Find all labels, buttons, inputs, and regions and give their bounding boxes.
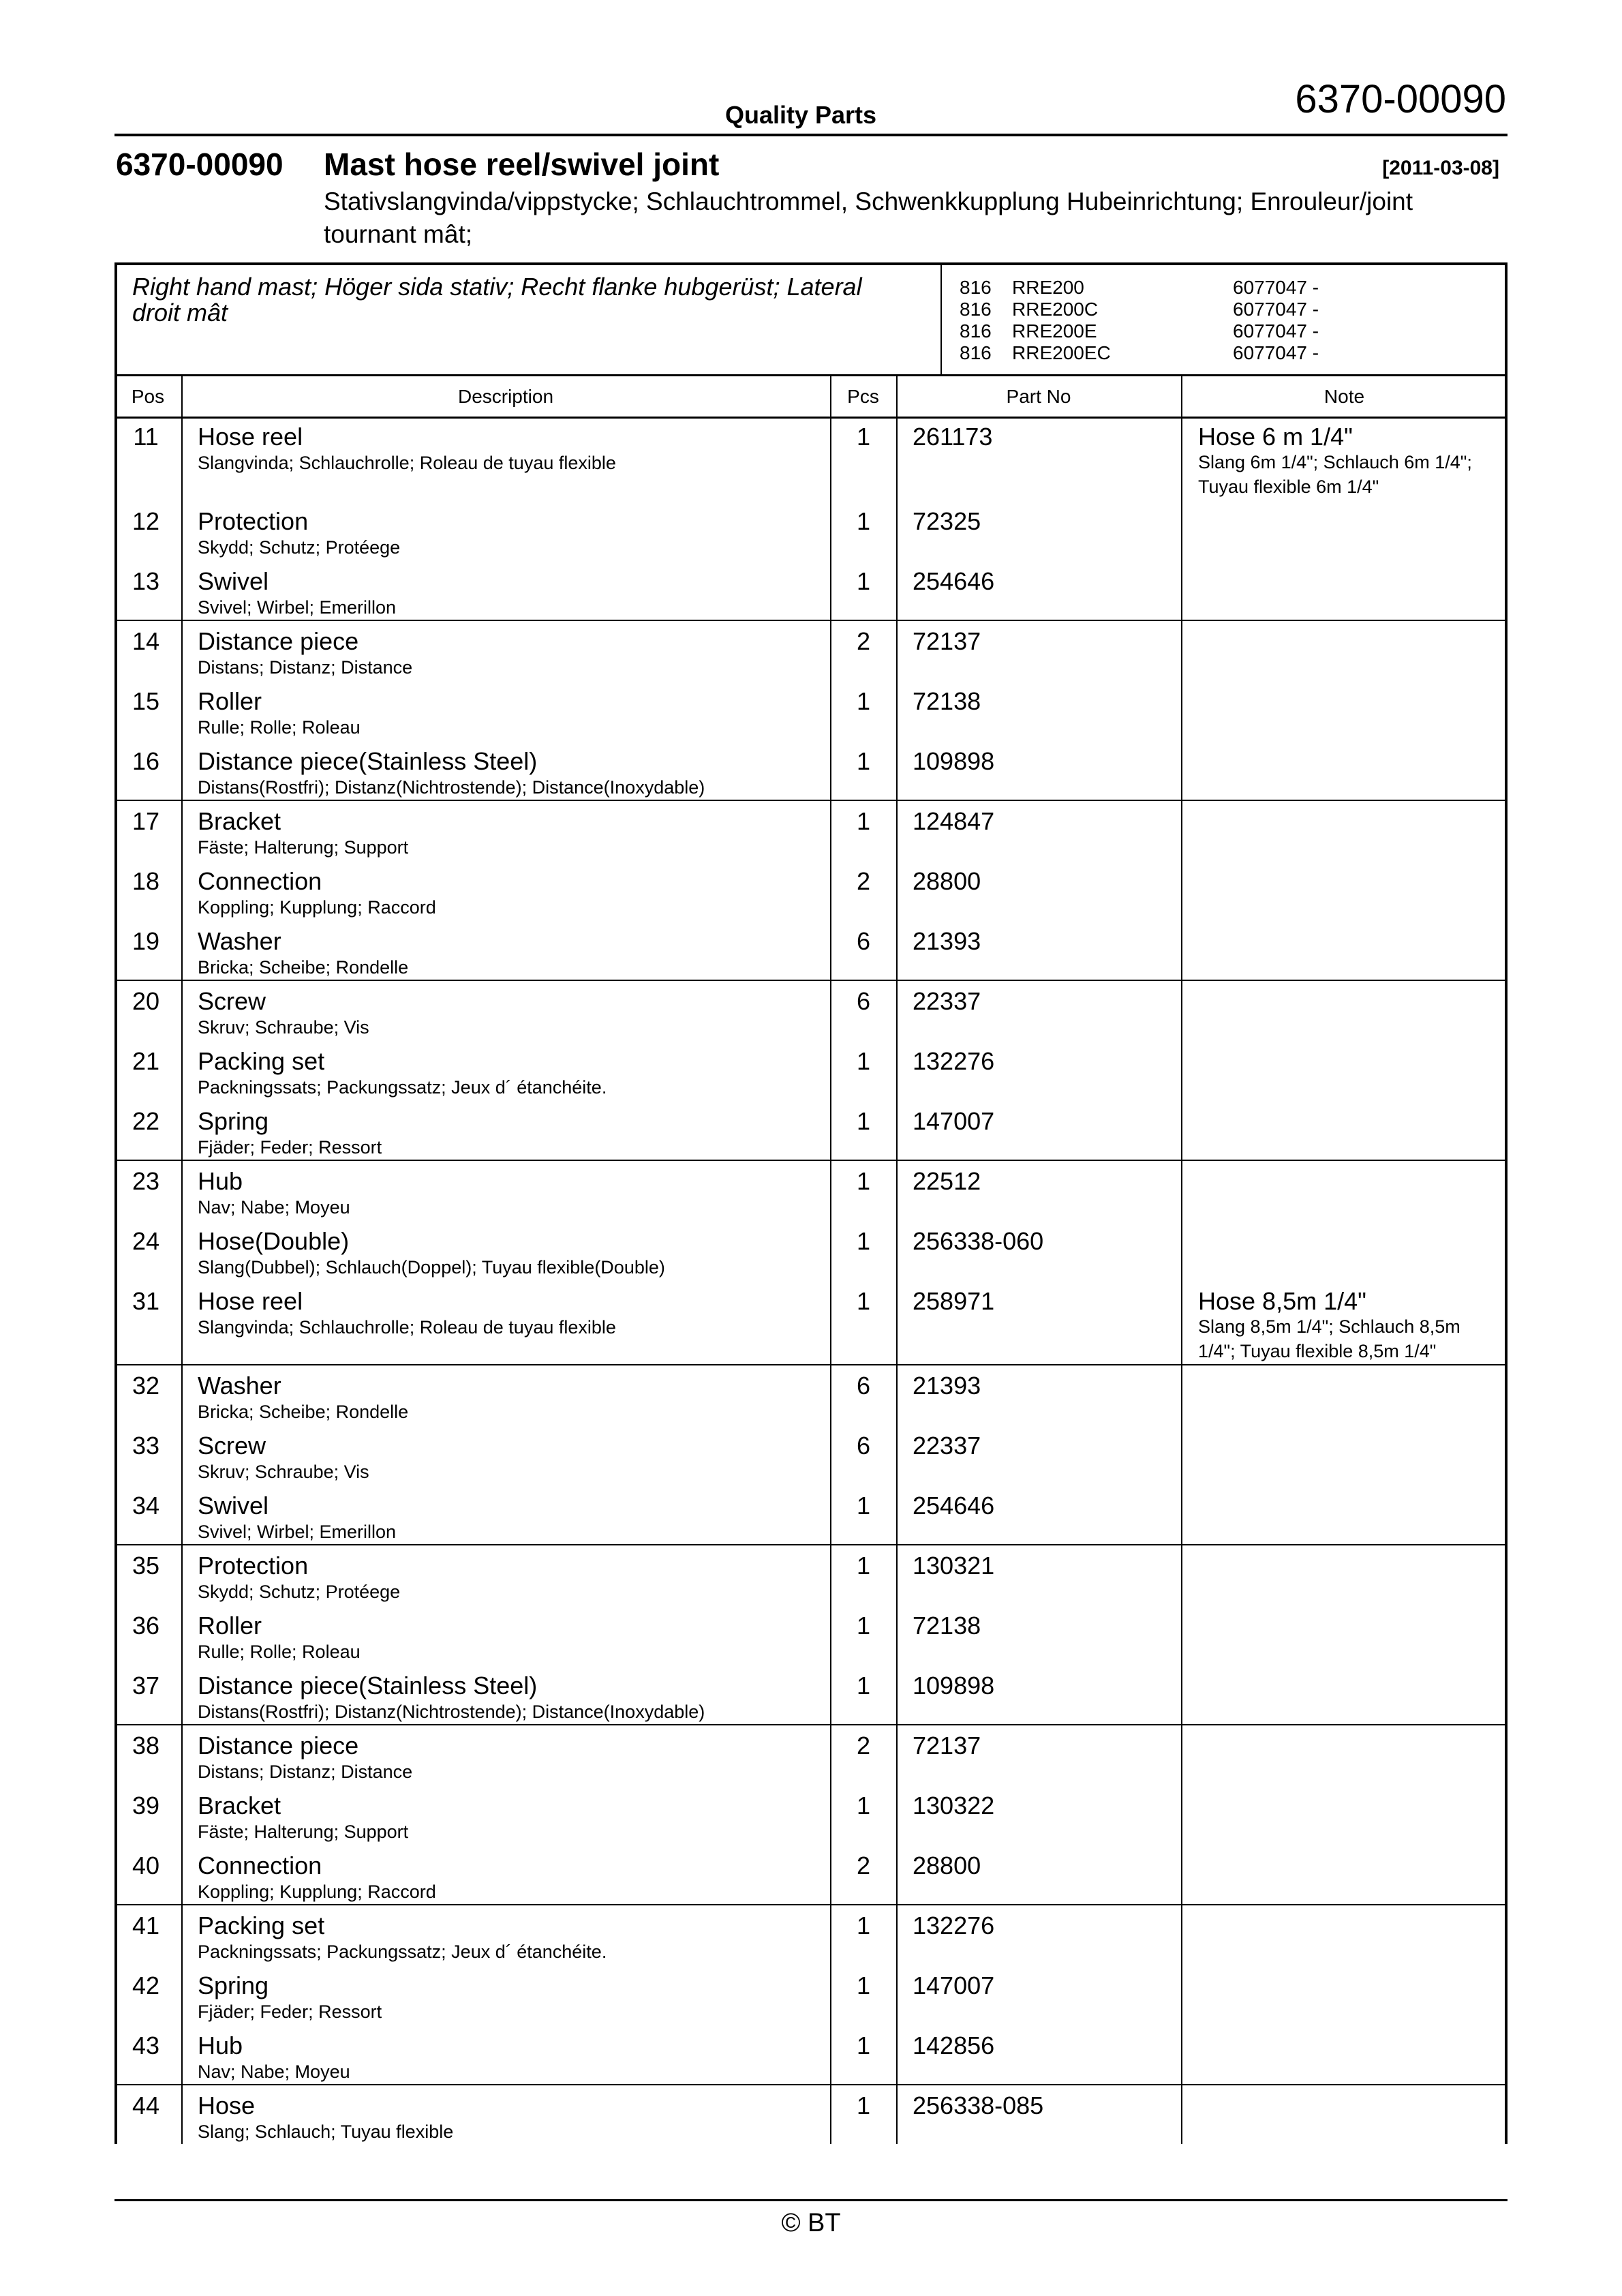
column-header-bottom-rule bbox=[114, 417, 1508, 419]
row-part-no: 72325 bbox=[913, 507, 981, 535]
row-part-no: 130322 bbox=[913, 1792, 995, 1819]
variant-model-row bbox=[960, 299, 1369, 320]
row-description-translation: Distans(Rostfri); Distanz(Nichtrostende); Distance(Inoxydable) bbox=[198, 777, 705, 798]
row-description-translation: Skydd; Schutz; Protéege bbox=[198, 1582, 401, 1602]
variant-model: RRE200C bbox=[1012, 299, 1099, 320]
row-pos: 38 bbox=[132, 1732, 160, 1759]
row-pcs: 1 bbox=[856, 747, 871, 775]
row-pcs: 1 bbox=[856, 687, 871, 715]
row-pos: 12 bbox=[132, 507, 160, 535]
row-pos: 17 bbox=[132, 807, 160, 835]
row-description: Hose reel bbox=[198, 1287, 303, 1315]
row-description: Spring bbox=[198, 1107, 269, 1135]
row-description-translation: Svivel; Wirbel; Emerillon bbox=[198, 597, 397, 618]
variant-serial: 6077047 - bbox=[1233, 277, 1319, 298]
row-pcs: 1 bbox=[856, 1672, 871, 1700]
row-part-no: 256338-060 bbox=[913, 1227, 1044, 1255]
column-header-note: Note bbox=[1323, 386, 1365, 407]
row-pcs: 2 bbox=[856, 867, 871, 895]
row-pos: 40 bbox=[132, 1852, 160, 1879]
row-pos: 20 bbox=[132, 987, 160, 1015]
row-part-no: 261173 bbox=[913, 423, 993, 451]
row-part-no: 256338-085 bbox=[913, 2091, 1044, 2119]
row-part-no: 22337 bbox=[913, 987, 981, 1015]
doc-code: 6370-00090 bbox=[116, 147, 284, 182]
row-description: Washer bbox=[198, 927, 281, 955]
row-description-translation: Fäste; Halterung; Support bbox=[198, 1822, 409, 1842]
row-part-no: 21393 bbox=[913, 927, 981, 955]
header-doc-number: 6370-00090 bbox=[1295, 77, 1506, 121]
row-part-no: 132276 bbox=[913, 1047, 995, 1075]
group-divider bbox=[114, 1904, 1508, 1905]
row-description: Hose(Double) bbox=[198, 1227, 350, 1255]
row-pcs: 2 bbox=[856, 1852, 871, 1879]
row-description: Roller bbox=[198, 1612, 262, 1640]
variant-serial: 6077047 - bbox=[1233, 342, 1319, 363]
row-description-translation: Skruv; Schraube; Vis bbox=[198, 1017, 369, 1038]
row-pos: 18 bbox=[132, 867, 160, 895]
variant-model-table bbox=[960, 277, 1369, 364]
row-part-no: 254646 bbox=[913, 1492, 995, 1520]
row-description: Hose reel bbox=[198, 423, 303, 451]
header-rule bbox=[114, 134, 1508, 136]
row-note: Hose 6 m 1/4" bbox=[1198, 423, 1353, 451]
variant-model-row bbox=[960, 277, 1369, 299]
column-header-pcs: Pcs bbox=[847, 386, 879, 407]
row-pos: 16 bbox=[132, 747, 160, 775]
column-header-pos: Pos bbox=[131, 386, 165, 407]
row-pos: 31 bbox=[132, 1287, 160, 1315]
variant-model-row bbox=[960, 320, 1369, 342]
row-part-no: 258971 bbox=[913, 1287, 995, 1315]
row-pos: 15 bbox=[132, 687, 160, 715]
row-description-translation: Slang(Dubbel); Schlauch(Doppel); Tuyau flexible(Double) bbox=[198, 1257, 665, 1278]
row-pos: 43 bbox=[132, 2031, 160, 2059]
row-description-translation: Slang; Schlauch; Tuyau flexible bbox=[198, 2121, 454, 2142]
doc-date: [2011-03-08] bbox=[1382, 157, 1499, 179]
row-note-translation: Slang 6m 1/4"; Schlauch 6m 1/4"; Tuyau flexible 6m 1/4" bbox=[1198, 452, 1472, 497]
row-part-no: 109898 bbox=[913, 747, 995, 775]
group-divider bbox=[114, 800, 1508, 801]
row-pcs: 1 bbox=[856, 1287, 871, 1315]
row-pos: 13 bbox=[132, 567, 160, 595]
row-pcs: 6 bbox=[856, 987, 871, 1015]
row-part-no: 22512 bbox=[913, 1167, 981, 1195]
row-description-translation: Packningssats; Packungssatz; Jeux d´ étanchéite. bbox=[198, 1077, 607, 1098]
row-pos: 42 bbox=[132, 1972, 160, 1999]
row-description: Distance piece bbox=[198, 627, 359, 655]
row-description-translation: Packningssats; Packungssatz; Jeux d´ étanchéite. bbox=[198, 1942, 607, 1962]
row-part-no: 28800 bbox=[913, 1852, 981, 1879]
row-description: Packing set bbox=[198, 1047, 325, 1075]
row-description-translation: Distans; Distanz; Distance bbox=[198, 657, 413, 678]
row-description: Bracket bbox=[198, 807, 281, 835]
variant-model: RRE200 bbox=[1012, 277, 1084, 298]
row-part-no: 28800 bbox=[913, 867, 981, 895]
row-description: Roller bbox=[198, 687, 262, 715]
row-note: Hose 8,5m 1/4" bbox=[1198, 1287, 1366, 1315]
variant-code: 816 bbox=[960, 299, 992, 320]
footer-rule bbox=[114, 2199, 1508, 2201]
header-title: Quality Parts bbox=[724, 101, 877, 129]
row-pcs: 1 bbox=[856, 1107, 871, 1135]
row-description: Bracket bbox=[198, 1792, 281, 1819]
row-pos: 34 bbox=[132, 1492, 160, 1520]
row-description-translation: Svivel; Wirbel; Emerillon bbox=[198, 1522, 397, 1542]
row-pcs: 1 bbox=[856, 1912, 871, 1939]
column-header-top-rule bbox=[114, 374, 1508, 376]
row-pcs: 1 bbox=[856, 2091, 871, 2119]
group-divider bbox=[114, 1544, 1508, 1545]
row-description-translation: Rulle; Rolle; Roleau bbox=[198, 1642, 361, 1662]
row-part-no: 124847 bbox=[913, 807, 995, 835]
column-header-part-no: Part No bbox=[1006, 386, 1071, 407]
row-part-no: 142856 bbox=[913, 2031, 995, 2059]
row-description-translation: Bricka; Scheibe; Rondelle bbox=[198, 957, 409, 978]
row-description: Connection bbox=[198, 867, 322, 895]
row-pcs: 1 bbox=[856, 1792, 871, 1819]
group-divider bbox=[114, 1160, 1508, 1161]
row-description-translation: Distans(Rostfri); Distanz(Nichtrostende); Distance(Inoxydable) bbox=[198, 1702, 705, 1722]
row-part-no: 21393 bbox=[913, 1372, 981, 1400]
variant-serial: 6077047 - bbox=[1233, 320, 1319, 342]
doc-subtitle: Stativslangvinda/vippstycke; Schlauchtrommel, Schwenkkupplung Hubeinrichtung; Enrouleur/joint tournant mât; bbox=[324, 187, 1413, 248]
row-description: Protection bbox=[198, 1552, 309, 1580]
row-pcs: 1 bbox=[856, 567, 871, 595]
row-description-translation: Slangvinda; Schlauchrolle; Roleau de tuyau flexible bbox=[198, 453, 616, 473]
row-pos: 44 bbox=[132, 2091, 160, 2119]
row-description: Connection bbox=[198, 1852, 322, 1879]
row-part-no: 22337 bbox=[913, 1432, 981, 1460]
row-description-translation: Nav; Nabe; Moyeu bbox=[198, 2061, 350, 2082]
row-pos: 24 bbox=[132, 1227, 160, 1255]
row-description-translation: Fäste; Halterung; Support bbox=[198, 837, 409, 858]
variant-code: 816 bbox=[960, 277, 992, 298]
row-description-translation: Slangvinda; Schlauchrolle; Roleau de tuyau flexible bbox=[198, 1317, 616, 1338]
row-description: Protection bbox=[198, 507, 309, 535]
row-pos: 32 bbox=[132, 1372, 160, 1400]
row-description: Swivel bbox=[198, 567, 269, 595]
row-pos: 21 bbox=[132, 1047, 160, 1075]
variant-model-row bbox=[960, 342, 1369, 364]
variant-model: RRE200EC bbox=[1012, 342, 1111, 363]
row-pcs: 1 bbox=[856, 1972, 871, 1999]
column-divider bbox=[1181, 374, 1182, 2144]
variant-model: RRE200E bbox=[1012, 320, 1097, 342]
row-pos: 14 bbox=[132, 627, 160, 655]
row-pcs: 1 bbox=[856, 1492, 871, 1520]
row-description: Hose bbox=[198, 2091, 256, 2119]
row-note-translation: Slang 8,5m 1/4"; Schlauch 8,5m 1/4"; Tuyau flexible 8,5m 1/4" bbox=[1198, 1316, 1460, 1361]
footer-copyright: © BT bbox=[781, 2209, 841, 2237]
group-divider bbox=[114, 1724, 1508, 1725]
row-description: Hub bbox=[198, 1167, 243, 1195]
row-pcs: 1 bbox=[856, 1552, 871, 1580]
row-pcs: 1 bbox=[856, 1227, 871, 1255]
row-pcs: 1 bbox=[856, 1167, 871, 1195]
row-description: Packing set bbox=[198, 1912, 325, 1939]
row-description-translation: Koppling; Kupplung; Raccord bbox=[198, 897, 436, 918]
row-description-translation: Bricka; Scheibe; Rondelle bbox=[198, 1402, 409, 1422]
row-description-translation: Rulle; Rolle; Roleau bbox=[198, 717, 361, 738]
row-part-no: 72137 bbox=[913, 1732, 981, 1759]
variant-code: 816 bbox=[960, 320, 992, 342]
row-description-translation: Fjäder; Feder; Ressort bbox=[198, 1137, 382, 1158]
row-pos: 19 bbox=[132, 927, 160, 955]
row-description-translation: Distans; Distanz; Distance bbox=[198, 1762, 413, 1782]
row-pcs: 2 bbox=[856, 627, 871, 655]
row-description: Spring bbox=[198, 1972, 269, 1999]
row-part-no: 147007 bbox=[913, 1972, 995, 1999]
row-pos: 35 bbox=[132, 1552, 160, 1580]
row-pcs: 1 bbox=[856, 807, 871, 835]
row-pcs: 6 bbox=[856, 1372, 871, 1400]
row-part-no: 72137 bbox=[913, 627, 981, 655]
variant-serial: 6077047 - bbox=[1233, 299, 1319, 320]
variant-description: Right hand mast; Höger sida stativ; Recht flanke hubgerüst; Lateral droit mât bbox=[132, 273, 862, 327]
row-description: Screw bbox=[198, 1432, 266, 1460]
row-part-no: 130321 bbox=[913, 1552, 995, 1580]
row-description: Distance piece bbox=[198, 1732, 359, 1759]
row-description: Washer bbox=[198, 1372, 281, 1400]
row-pcs: 1 bbox=[856, 1047, 871, 1075]
row-pcs: 1 bbox=[856, 2031, 871, 2059]
column-divider bbox=[181, 374, 183, 2144]
row-pcs: 1 bbox=[856, 507, 871, 535]
row-description-translation: Koppling; Kupplung; Raccord bbox=[198, 1882, 436, 1902]
row-part-no: 254646 bbox=[913, 567, 995, 595]
row-pos: 23 bbox=[132, 1167, 160, 1195]
row-part-no: 132276 bbox=[913, 1912, 995, 1939]
row-pcs: 6 bbox=[856, 1432, 871, 1460]
variant-code: 816 bbox=[960, 342, 992, 363]
row-pos: 22 bbox=[132, 1107, 160, 1135]
group-divider bbox=[114, 2084, 1508, 2085]
row-part-no: 109898 bbox=[913, 1672, 995, 1700]
row-part-no: 72138 bbox=[913, 1612, 981, 1640]
row-pos: 33 bbox=[132, 1432, 160, 1460]
row-pcs: 1 bbox=[856, 1612, 871, 1640]
group-divider bbox=[114, 1364, 1508, 1365]
row-pcs: 2 bbox=[856, 1732, 871, 1759]
row-pcs: 6 bbox=[856, 927, 871, 955]
row-pos: 37 bbox=[132, 1672, 160, 1700]
row-pcs: 1 bbox=[856, 423, 871, 451]
row-description-translation: Skruv; Schraube; Vis bbox=[198, 1462, 369, 1482]
row-pos: 11 bbox=[133, 423, 159, 451]
row-description: Hub bbox=[198, 2031, 243, 2059]
row-description-translation: Nav; Nabe; Moyeu bbox=[198, 1197, 350, 1218]
variant-separator bbox=[940, 262, 942, 376]
row-description: Distance piece(Stainless Steel) bbox=[198, 1672, 538, 1700]
row-pos: 39 bbox=[132, 1792, 160, 1819]
row-pos: 41 bbox=[132, 1912, 160, 1939]
row-description: Distance piece(Stainless Steel) bbox=[198, 747, 538, 775]
row-description-translation: Fjäder; Feder; Ressort bbox=[198, 2002, 382, 2022]
row-pos: 36 bbox=[132, 1612, 160, 1640]
row-description-translation: Skydd; Schutz; Protéege bbox=[198, 537, 401, 558]
row-part-no: 147007 bbox=[913, 1107, 995, 1135]
doc-title: Mast hose reel/swivel joint bbox=[324, 147, 720, 182]
group-divider bbox=[114, 980, 1508, 981]
column-header-description: Description bbox=[457, 386, 554, 407]
row-part-no: 72138 bbox=[913, 687, 981, 715]
row-description: Swivel bbox=[198, 1492, 269, 1520]
group-divider bbox=[114, 620, 1508, 621]
row-description: Screw bbox=[198, 987, 266, 1015]
